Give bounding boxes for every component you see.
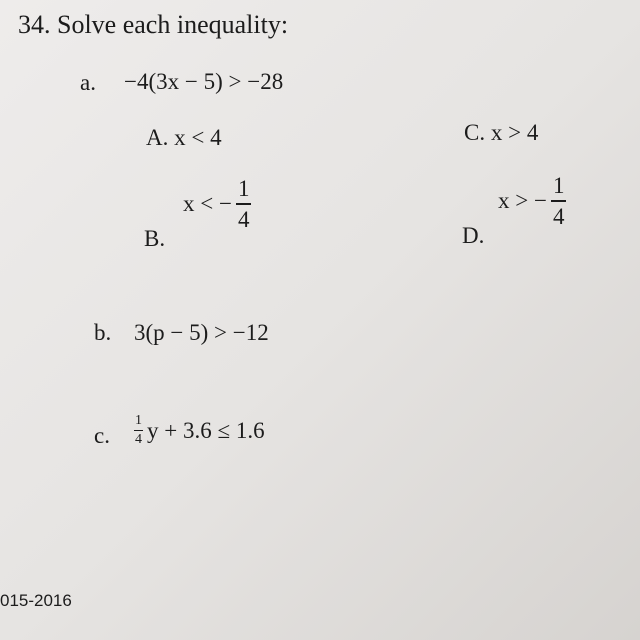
option-a[interactable]: [146, 125, 222, 151]
option-c-text: x > 4: [490, 120, 539, 145]
part-a-expression: −4(3x − 5) > −28: [124, 69, 284, 94]
option-b-fraction: [236, 177, 252, 231]
question-title: 34. Solve each inequality:: [18, 10, 289, 39]
option-d-numerator: 1: [552, 173, 565, 198]
part-b-expression: 3(p − 5) > −12: [134, 320, 269, 345]
part-c-expression: [134, 414, 265, 447]
option-c[interactable]: [464, 120, 538, 146]
option-d-denominator: 4: [552, 203, 565, 229]
option-b-expression[interactable]: [183, 177, 251, 231]
part-b-label: b.: [94, 320, 112, 345]
option-d-label[interactable]: D.: [462, 223, 485, 248]
option-a-label: A.: [146, 125, 169, 150]
option-d-fraction-bar: [551, 200, 567, 202]
part-c-label: c.: [94, 423, 110, 448]
option-d-expression[interactable]: [498, 174, 566, 228]
part-c-fraction-bar: [134, 430, 143, 431]
option-b-fraction-bar: [236, 203, 252, 205]
part-c-expression-text: y + 3.6 ≤ 1.6: [147, 417, 265, 443]
option-b-label[interactable]: B.: [144, 226, 166, 251]
option-d-prefix: x > −: [498, 187, 547, 213]
part-c-numerator: 1: [135, 413, 142, 428]
part-c-fraction: [134, 414, 143, 447]
option-a-text: x < 4: [174, 125, 222, 150]
option-b-denominator: 4: [237, 206, 250, 232]
footer-year: 015-2016: [0, 591, 72, 610]
option-c-label: C.: [464, 120, 486, 145]
part-a-label: a.: [80, 70, 96, 95]
option-d-fraction: [551, 174, 567, 228]
option-b-prefix: x < −: [183, 190, 232, 216]
part-c-denominator: 4: [135, 432, 142, 448]
option-b-numerator: 1: [237, 176, 250, 201]
